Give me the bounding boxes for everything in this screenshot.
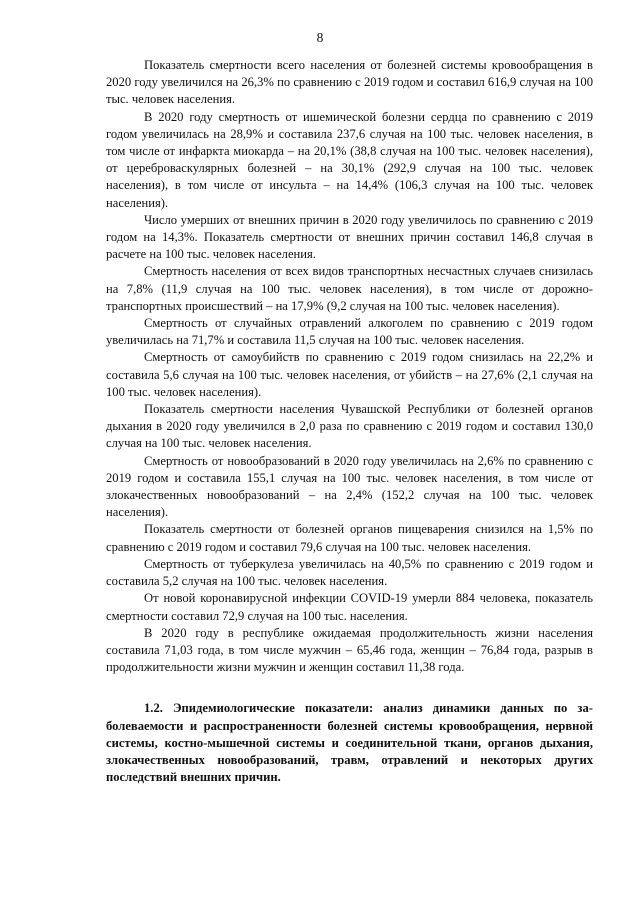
paragraph-respiratory-diseases: Показатель смертности населения Чувашской Республики от болезней органов дыхания в 2020 году увеличился в 2,0 раза по сравнению с 2019 годом и составил 130,0 случая на 100 тыс. человек населения. <box>106 402 593 451</box>
paragraph-transport-accidents: Смертность населения от всех видов транспортных несчастных случаев снизилась на 7,8% (11,9 случая на 100 тыс. человек населения), в том числе от дорожно-транспортных происшествий – на 17,9% (9,2 случая на 100 тыс. человек населения). <box>106 264 593 313</box>
paragraph-life-expectancy: В 2020 году в республике ожидаемая продолжительность жизни населения составила 71,03 года, в том числе мужчин – 65,46 года, женщин – 76,84 года, разрыв в продолжительности жизни мужчин и женщин составил 11,38 года. <box>106 625 593 675</box>
paragraph-tuberculosis: Смертность от туберкулеза увеличилась на 40,5% по сравнению с 2019 годом и составила 5,2 случая на 100 тыс. человек населения. <box>106 556 593 589</box>
paragraph-covid-19: От новой коронавирусной инфекции COVID-19 умерли 884 человека, показатель смертности составил 72,9 случая на 100 тыс. населения. <box>106 591 593 623</box>
paragraph-ischemic-heart-disease: В 2020 году смертность от ишемической болезни сердца по сравнению с 2019 годом увеличилась на 28,9% и составила 237,6 случая на 100 тыс. человек населения, в том числе от инфаркта миокарда – на 20,1% (38,8 случая на 100 тыс. человек населения), от цереброваскулярных болезней – на 30,1% (292,9 случая на 100 тыс. человек населения), в том числе от инсульта – на 14,4% (106,3 случая на 100 тыс. человек населения). <box>106 109 593 210</box>
paragraph-neoplasms: Смертность от новообразований в 2020 году увеличилась на 2,6% по сравнению с 2019 годом и составила 155,1 случая на 100 тыс. человек населения, в том числе от злокачественных новообразований – на 2,4% (152,2 случая на 100 тыс. человек населения). <box>106 453 593 520</box>
section-heading: 1.2. Эпидемиологические показатели: анализ динамики данных по заболеваемости и распространенности болезней системы кровообращения, нервной системы, костно-мышечной системы и соединительной ткани, органов дыхания, злокачественных новообразований, травм, отравлений и некоторых других последствий внешних причин. <box>106 701 593 785</box>
paragraph-suicides-homicides: Смертность от самоубийств по сравнению с 2019 годом снизилась на 22,2% и составила 5,6 случая на 100 тыс. человек населения, от убийств – на 27,6% (2,1 случая на 100 тыс. человек населения). <box>106 350 593 399</box>
body-text <box>106 57 593 786</box>
paragraph-external-causes: Число умерших от внешних причин в 2020 году увеличилось по сравнению с 2019 годом на 14,3%. Показатель смертности от внешних причин составил 146,8 случая в расчете на 100 тыс. человек населения. <box>106 212 593 262</box>
paragraph-alcohol-poisoning: Смертность от случайных отравлений алкоголем по сравнению с 2019 годом увеличилась на 71,7% и составила 11,5 случая на 100 тыс. человек населения. <box>106 316 593 348</box>
paragraph-digestive-diseases: Показатель смертности от болезней органов пищеварения снизился на 1,5% по сравнению с 2019 годом и составил 79,6 случая на 100 тыс. человек населения. <box>106 522 593 554</box>
paragraph-circulatory-mortality: Показатель смертности всего населения от болезней системы кровообращения в 2020 году увеличился на 26,3% по сравнению с 2019 годом и составил 616,9 случая на 100 тыс. человек населения. <box>106 58 593 107</box>
page-number: 8 <box>316 30 324 45</box>
